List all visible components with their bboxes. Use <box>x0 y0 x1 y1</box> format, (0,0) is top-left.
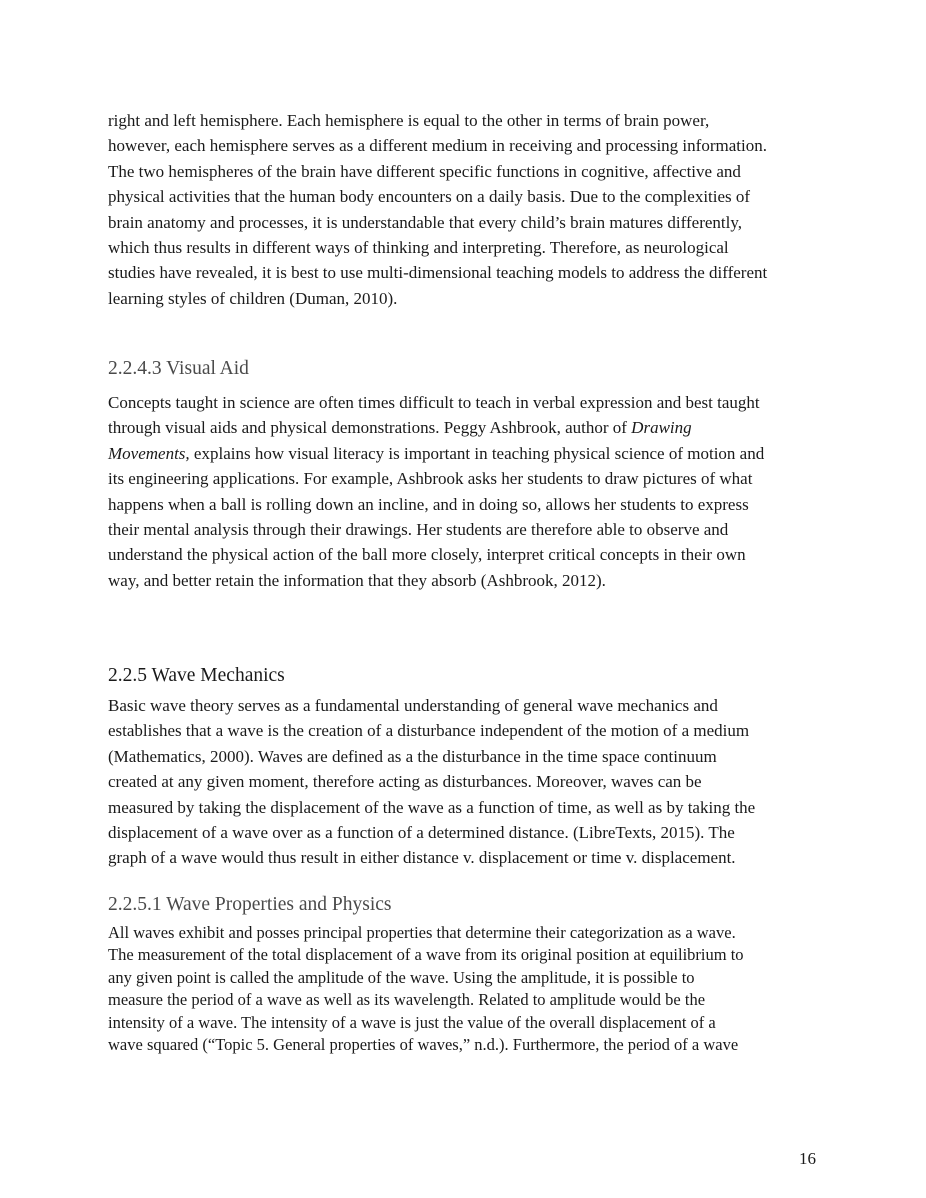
book-title: Drawing <box>631 418 692 438</box>
text-line: created at any given moment, therefore acting as disturbances. Moreover, waves can be <box>108 772 702 792</box>
text-line: Concepts taught in science are often times difficult to teach in verbal expression and best taught <box>108 393 760 412</box>
text-line: Basic wave theory serves as a fundamental understanding of general wave mechanics and <box>108 696 718 715</box>
text-line: measured by taking the displacement of the wave as a function of time, as well as by taking the <box>108 797 756 817</box>
text-run: explains how visual literacy is important in teaching physical science of motion and <box>189 443 765 463</box>
text-line: understand the physical action of the ball more closely, interpret critical concepts in their own <box>108 545 746 565</box>
text-run: through visual aids and physical demonstrations. Peggy Ashbrook, author of <box>108 418 632 438</box>
wave-properties-paragraph <box>108 922 820 1056</box>
visual-aid-paragraph <box>108 390 820 593</box>
intro-paragraph <box>108 108 820 311</box>
section-heading: 2.2.5.1 Wave Properties and Physics <box>108 894 392 915</box>
text-line: establishes that a wave is the creation of a disturbance independent of the motion of a medium <box>108 721 750 741</box>
text-line: its engineering applications. For example, Ashbrook asks her students to draw pictures of what <box>108 469 753 489</box>
text-line: studies have revealed, it is best to use multi-dimensional teaching models to address the different <box>108 263 768 283</box>
text-line: The two hemispheres of the brain have different specific functions in cognitive, affective and <box>108 161 741 181</box>
section-heading: 2.2.4.3 Visual Aid <box>108 358 249 379</box>
text-line: wave squared (“Topic 5. General properties of waves,” n.d.). Furthermore, the period of a wave <box>108 1035 739 1055</box>
section-wave-properties <box>108 893 820 917</box>
text-line: displacement of a wave over as a function of a determined distance. (LibreTexts, 2015). The <box>108 823 735 843</box>
text-line: The measurement of the total displacement of a wave from its original position at equilibrium to <box>108 945 744 965</box>
text-line: measure the period of a wave as well as its wavelength. Related to amplitude would be the <box>108 990 706 1010</box>
text-line <box>108 415 820 440</box>
page-number: 16 <box>799 1149 816 1168</box>
text-line: their mental analysis through their drawings. Her students are therefore able to observe and <box>108 520 729 540</box>
text-line: graph of a wave would thus result in either distance v. displacement or time v. displacement. <box>108 848 736 868</box>
text-line: happens when a ball is rolling down an incline, and in doing so, allows her students to express <box>108 494 749 514</box>
text-line: brain anatomy and processes, it is understandable that every child’s brain matures differently, <box>108 212 742 232</box>
section-wave-mechanics <box>108 664 820 688</box>
wave-mechanics-paragraph <box>108 693 820 871</box>
text-line <box>108 441 820 466</box>
section-visual-aid <box>108 357 820 381</box>
text-line: way, and better retain the information that they absorb (Ashbrook, 2012). <box>108 570 606 590</box>
text-line: any given point is called the amplitude of the wave. Using the amplitude, it is possible to <box>108 967 695 987</box>
text-line: physical activities that the human body encounters on a daily basis. Due to the complexities of <box>108 187 751 207</box>
section-heading: 2.2.5 Wave Mechanics <box>108 665 285 686</box>
text-line: which thus results in different ways of thinking and interpreting. Therefore, as neurological <box>108 238 729 258</box>
book-title: Movements, <box>108 443 190 463</box>
text-line: right and left hemisphere. Each hemisphere is equal to the other in terms of brain power, <box>108 111 710 130</box>
text-line: intensity of a wave. The intensity of a wave is just the value of the overall displacement of a <box>108 1012 716 1032</box>
text-line: learning styles of children (Duman, 2010). <box>108 288 398 308</box>
text-line: All waves exhibit and posses principal properties that determine their categorization as a wave. <box>108 923 736 942</box>
text-line: however, each hemisphere serves as a different medium in receiving and processing information. <box>108 136 767 156</box>
text-line: (Mathematics, 2000). Waves are defined as a the disturbance in the time space continuum <box>108 746 717 766</box>
